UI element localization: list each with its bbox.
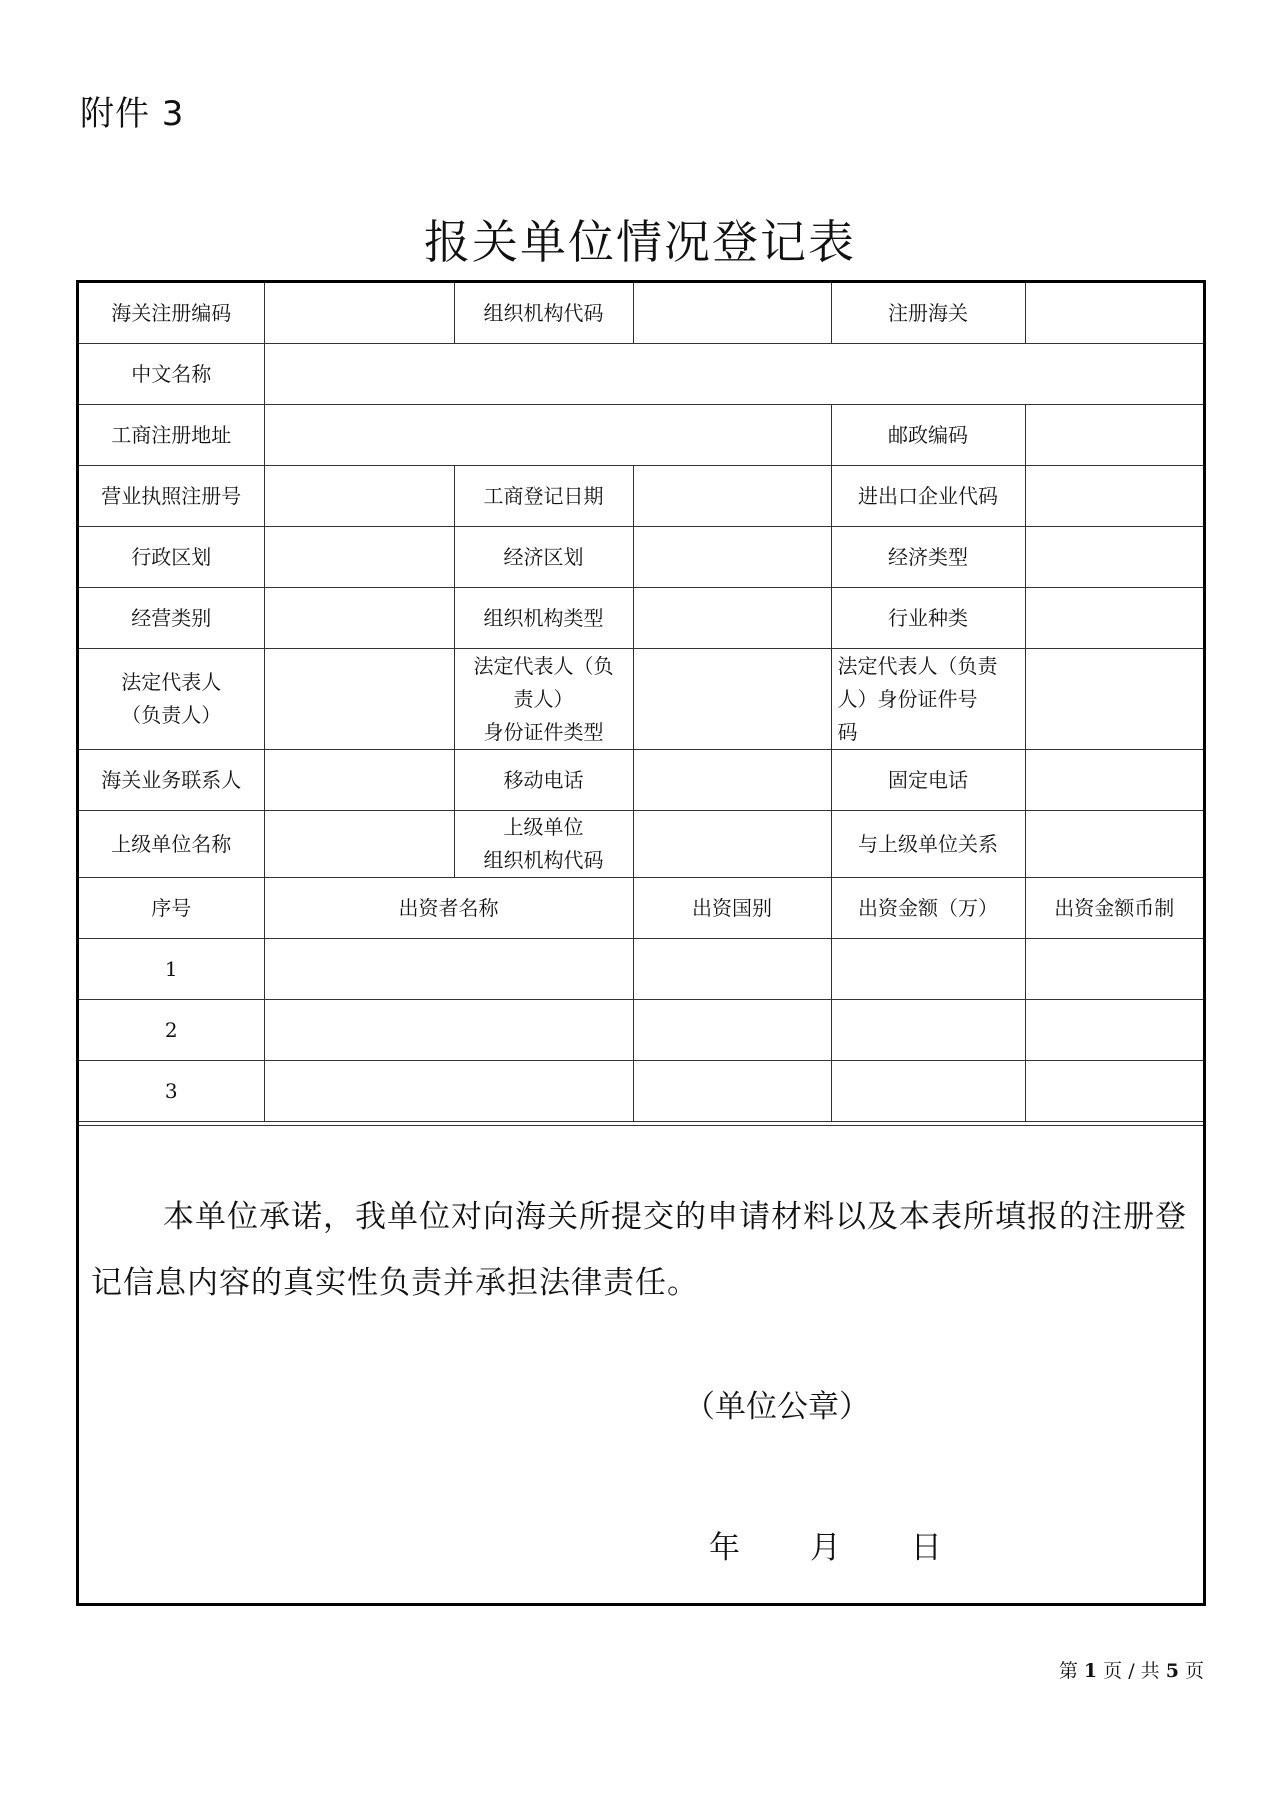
footer-total-pages: 5 [1165,1660,1179,1682]
label-legal-rep-id-no-line2: 人）身份证件号 [837,686,978,711]
investor-header-seq: 序号 [79,878,264,939]
field-reg-customs[interactable] [1025,283,1203,344]
label-org-type: 组织机构类型 [454,588,633,649]
investor-header-currency: 出资金额币制 [1025,878,1203,939]
registration-form [76,280,1206,1606]
footer-page-number: 1 [1083,1660,1098,1682]
field-business-category[interactable] [264,588,454,649]
date-day-label: 日 [910,1530,942,1566]
investor-seq: 2 [79,1000,264,1061]
investor-row [79,939,1203,1000]
label-business-category: 经营类别 [79,588,264,649]
field-ie-enterprise-code[interactable] [1025,466,1203,527]
pledge-text: 本单位承诺，我单位对向海关所提交的申请材料以及本表所填报的注册登记信息内容的真实性负责并承担法律责任。 [91,1199,1187,1301]
label-parent-org-code-line1: 上级单位 [503,815,584,839]
investor-name-field[interactable] [264,1061,633,1122]
seal-label: （单位公章） [684,1389,870,1425]
footer-suffix: 页 [1184,1660,1204,1682]
label-org-code: 组织机构代码 [454,283,633,344]
label-landline: 固定电话 [831,750,1025,811]
label-legal-rep-id-no [831,649,1025,750]
label-admin-division: 行政区划 [79,527,264,588]
label-parent-org-code [454,811,633,878]
label-postal-code: 邮政编码 [831,405,1025,466]
field-customs-reg-code[interactable] [264,283,454,344]
label-legal-rep-line2: （负责人） [121,703,222,727]
label-license-no: 营业执照注册号 [79,466,264,527]
label-customs-contact: 海关业务联系人 [79,750,264,811]
field-parent-relation[interactable] [1025,811,1203,878]
label-legal-rep-id-no-line3: 码 [837,719,858,744]
label-reg-customs: 注册海关 [831,283,1025,344]
label-mobile: 移动电话 [454,750,633,811]
footer-mid: 页 / 共 [1103,1660,1160,1682]
investor-header-name: 出资者名称 [264,878,633,939]
field-legal-rep-id-no[interactable] [1025,649,1203,750]
page-footer [1059,1656,1204,1683]
investor-row [79,1061,1203,1122]
label-parent-relation: 与上级单位关系 [831,811,1025,878]
label-ie-enterprise-code: 进出口企业代码 [831,466,1025,527]
label-customs-reg-code: 海关注册编码 [79,283,264,344]
pledge-section [79,1125,1203,1604]
investor-currency-field[interactable] [1025,1061,1203,1122]
investor-country-field[interactable] [633,1000,831,1061]
label-legal-rep-id-no-line1: 法定代表人（负责 [837,653,998,678]
investor-seq: 1 [79,939,264,1000]
investor-currency-field[interactable] [1025,1000,1203,1061]
field-business-reg-date[interactable] [633,466,831,527]
label-legal-rep [79,649,264,750]
field-postal-code[interactable] [1025,405,1203,466]
label-parent-org-code-line2: 组织机构代码 [483,848,604,872]
label-industry-type: 行业种类 [831,588,1025,649]
investor-country-field[interactable] [633,939,831,1000]
attachment-label: 附件 3 [80,94,185,134]
investor-row [79,1000,1203,1061]
label-legal-rep-line1: 法定代表人 [121,670,222,694]
field-org-type[interactable] [633,588,831,649]
field-economic-division[interactable] [633,527,831,588]
field-business-address[interactable] [264,405,831,466]
label-business-address: 工商注册地址 [79,405,264,466]
page-title: 报关单位情况登记表 [424,215,856,269]
investor-amount-field[interactable] [831,939,1025,1000]
label-economic-division: 经济区划 [454,527,633,588]
field-parent-name[interactable] [264,811,454,878]
investor-amount-field[interactable] [831,1000,1025,1061]
field-industry-type[interactable] [1025,588,1203,649]
registration-table [79,283,1203,1122]
field-chinese-name[interactable] [264,344,1203,405]
field-customs-contact[interactable] [264,750,454,811]
investor-name-field[interactable] [264,1000,633,1061]
field-mobile[interactable] [633,750,831,811]
date-month-label: 月 [809,1530,841,1566]
field-legal-rep[interactable] [264,649,454,750]
investor-country-field[interactable] [633,1061,831,1122]
field-economic-type[interactable] [1025,527,1203,588]
footer-prefix: 第 [1058,1660,1078,1682]
label-business-reg-date: 工商登记日期 [454,466,633,527]
investor-seq: 3 [79,1061,264,1122]
label-economic-type: 经济类型 [831,527,1025,588]
investor-currency-field[interactable] [1025,939,1203,1000]
investor-header-amount: 出资金额（万） [831,878,1025,939]
field-license-no[interactable] [264,466,454,527]
label-legal-rep-id-type-line3: 身份证件类型 [483,719,604,744]
investor-header-country: 出资国别 [633,878,831,939]
investor-amount-field[interactable] [831,1061,1025,1122]
field-legal-rep-id-type[interactable] [633,649,831,750]
label-parent-name: 上级单位名称 [79,811,264,878]
field-admin-division[interactable] [264,527,454,588]
label-legal-rep-id-type [454,649,633,750]
field-org-code[interactable] [633,283,831,344]
date-year-label: 年 [709,1530,740,1566]
label-chinese-name: 中文名称 [79,344,264,405]
label-legal-rep-id-type-line2: 责人） [513,686,574,711]
date-line [709,1522,972,1567]
field-parent-org-code[interactable] [633,811,831,878]
label-legal-rep-id-type-line1: 法定代表人（负 [473,653,614,678]
investor-name-field[interactable] [264,939,633,1000]
field-landline[interactable] [1025,750,1203,811]
